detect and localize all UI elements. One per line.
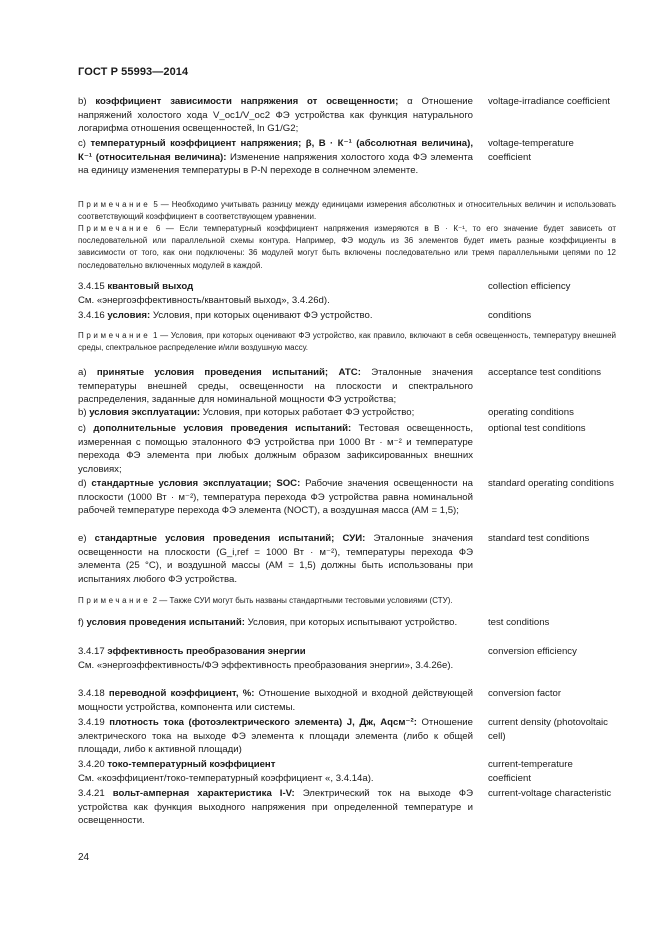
definition: Тестовая освещенность, измеренная с помощью эталонного ФЭ устройства при 1000 Вт · м⁻² и температуре перехода ФЭ элемента при любых должным образом зафиксированных внешних условиях; xyxy=(78,423,473,475)
english-term: operating conditions xyxy=(488,407,574,418)
definition: См. «коэффициент/токо-температурный коэффициент «, 3.4.14a). xyxy=(78,772,374,784)
item-number: 3.4.15 xyxy=(78,281,105,292)
note-label: Примечание xyxy=(78,200,151,209)
definition-text xyxy=(78,137,473,178)
definition: Отношение электрического тока на выходе ФЭ элемента к площади элемента (либо к общей площади, либо к активной площади) xyxy=(78,717,473,756)
definition-text xyxy=(78,687,473,714)
page-number: 24 xyxy=(78,852,90,863)
note-label: Примечание xyxy=(78,596,151,605)
note-text: 5 — Необходимо учитывать разницу между единицами измерения абсолютных и относительных величин и использовать соответствующий коэффициент в соответствующем уравнении. xyxy=(78,200,616,222)
english-term: standard operating conditions xyxy=(488,478,614,489)
definition-text xyxy=(78,406,473,420)
document-header: ГОСТ Р 55993—2014 xyxy=(78,66,189,78)
note xyxy=(78,199,616,223)
english-term: conversion factor xyxy=(488,688,562,699)
term: квантовый выход xyxy=(107,281,194,292)
note-label: Примечание xyxy=(78,331,151,340)
note xyxy=(78,330,616,354)
item-number: 3.4.20 xyxy=(78,759,105,770)
definition-text xyxy=(78,280,473,307)
item-number: d) xyxy=(78,478,87,489)
item-number: f) xyxy=(78,617,84,628)
definition-text xyxy=(78,758,473,785)
english-term: collection efficiency xyxy=(488,281,571,292)
definition: Изменение напряжения холостого хода ФЭ элемента на единицу изменения температуры в P-N переходе в солнечном элементе. xyxy=(78,151,473,177)
definition: Условия, при которых работает ФЭ устройство; xyxy=(200,407,415,418)
term: вольт-амперная характеристика I-V: xyxy=(112,788,295,799)
english-term: conditions xyxy=(488,310,532,321)
term: стандартные условия проведения испытаний; СУИ: xyxy=(94,533,366,544)
english-term: current-temperature coefficient xyxy=(488,759,573,784)
english-term: current density (photovoltaic cell) xyxy=(488,717,608,742)
definition: Условия, при которых испытывают устройство. xyxy=(244,617,458,628)
item-number: 3.4.21 xyxy=(78,788,105,799)
item-number: 3.4.17 xyxy=(78,646,105,657)
english-term: test conditions xyxy=(488,617,550,628)
item-number: b) xyxy=(78,96,87,107)
english-term: voltage-irradiance coefficient xyxy=(488,96,610,107)
english-term: voltage-temperature coefficient xyxy=(488,138,574,163)
english-term: standard test conditions xyxy=(488,533,590,544)
term: условия эксплуатации: xyxy=(89,407,201,418)
definition-text xyxy=(78,95,473,136)
term: переводной коэффициент, %: xyxy=(108,688,255,699)
definition-text xyxy=(78,716,473,757)
definition-text xyxy=(78,645,473,672)
definition: Электрический ток на выходе ФЭ устройства как функция выходного напряжения при определенной температуре и освещенности. xyxy=(78,788,473,827)
definition-text xyxy=(78,309,473,323)
item-number: 3.4.16 xyxy=(78,310,105,321)
note-text: 1 — Условия, при которых оценивают ФЭ устройство, как правило, включают в себя освещенность, температуру внешней среды, спектральное распределение и/или воздушную массу. xyxy=(78,331,616,353)
item-number: e) xyxy=(78,533,87,544)
term: токо-температурный коэффициент xyxy=(107,759,276,770)
item-number: c) xyxy=(78,138,86,149)
term: принятые условия проведения испытаний; АТС: xyxy=(96,367,361,378)
item-number: c) xyxy=(78,423,86,434)
term: стандартные условия эксплуатации; SOC: xyxy=(91,478,301,489)
definition-text xyxy=(78,787,473,828)
definition: α Отношение напряжений холостого хода V_oc1/V_oc2 ФЭ устройства как функция натурального логарифма отношения освещенностей, ln G1/G2; xyxy=(78,96,473,135)
term: плотность тока (фотоэлектрического элемента) J, Дж, Aqcм⁻²: xyxy=(109,717,417,728)
definition-text xyxy=(78,616,473,630)
definition: Эталонные значения освещенности на плоскости (G_i,ref = 1000 Вт · м⁻²), температуры перехода ФЭ элемента (25 °С), и воздушной массы (АМ = 1,5) должны быть использованы при испытаниях любого ФЭ устройства. xyxy=(78,533,473,585)
definition: Условия, при которых оценивают ФЭ устройство. xyxy=(150,310,373,321)
note xyxy=(78,595,616,607)
definition-text xyxy=(78,532,473,586)
note-text: 2 — Также СУИ могут быть названы стандартными тестовыми условиями (СТУ). xyxy=(152,596,453,605)
note-label: Примечание xyxy=(78,224,151,233)
term: температурный коэффициент напряжения; β, В · К⁻¹ (абсолютная величина), К⁻¹ (относительная величина): xyxy=(78,138,473,163)
definition: Эталонные значения температуры внешней среды, освещенности на плоскости и спектрального распределения, заданные для номинальной мощности ФЭ устройства; xyxy=(78,367,473,406)
item-number: b) xyxy=(78,407,87,418)
item-number: a) xyxy=(78,367,87,378)
item-number: 3.4.18 xyxy=(78,688,105,699)
definition-text xyxy=(78,477,473,518)
definition: См. «энергоэффективность/квантовый выход», 3.4.26d). xyxy=(78,294,330,306)
english-term: current-voltage characteristic xyxy=(488,788,612,799)
note xyxy=(78,223,616,272)
term: дополнительные условия проведения испытаний: xyxy=(93,423,352,434)
term: условия: xyxy=(107,310,151,321)
term: условия проведения испытаний: xyxy=(86,617,245,628)
item-number: 3.4.19 xyxy=(78,717,105,728)
term: коэффициент зависимости напряжения от освещенности; xyxy=(95,96,399,107)
definition: Отношение выходной и входной действующей мощности устройства, компонента или системы. xyxy=(78,688,473,713)
definition-text xyxy=(78,366,473,407)
english-term: conversion efficiency xyxy=(488,646,577,657)
definition: Рабочие значения освещенности на плоскости (1000 Вт · м⁻²), температура перехода ФЭ устройства равна номинальной рабочей температуре перехода ФЭ элемента (NOCT), а воздушная масса (АМ = 1,5); xyxy=(78,478,473,517)
note-text: 6 — Если температурный коэффициент напряжения измеряются в В · К⁻¹, то его значение будет зависеть от последовательной или параллельной схемы контура. Например, ФЭ модуль из 36 элементов будет иметь разные коэффициенты в зависимости от того, как они подключены: 36 модулей могут быть включены последовательно или тремя параллельными цепями по 12 последовательно включенных модулей в каждой. xyxy=(78,224,616,270)
english-term: acceptance test conditions xyxy=(488,367,602,378)
definition: См. «энергоэффективность/ФЭ эффективность преобразования энергии», 3.4.26e). xyxy=(78,659,454,671)
english-term: optional test conditions xyxy=(488,423,586,434)
definition-text xyxy=(78,422,473,476)
term: эффективность преобразования энергии xyxy=(107,646,306,657)
